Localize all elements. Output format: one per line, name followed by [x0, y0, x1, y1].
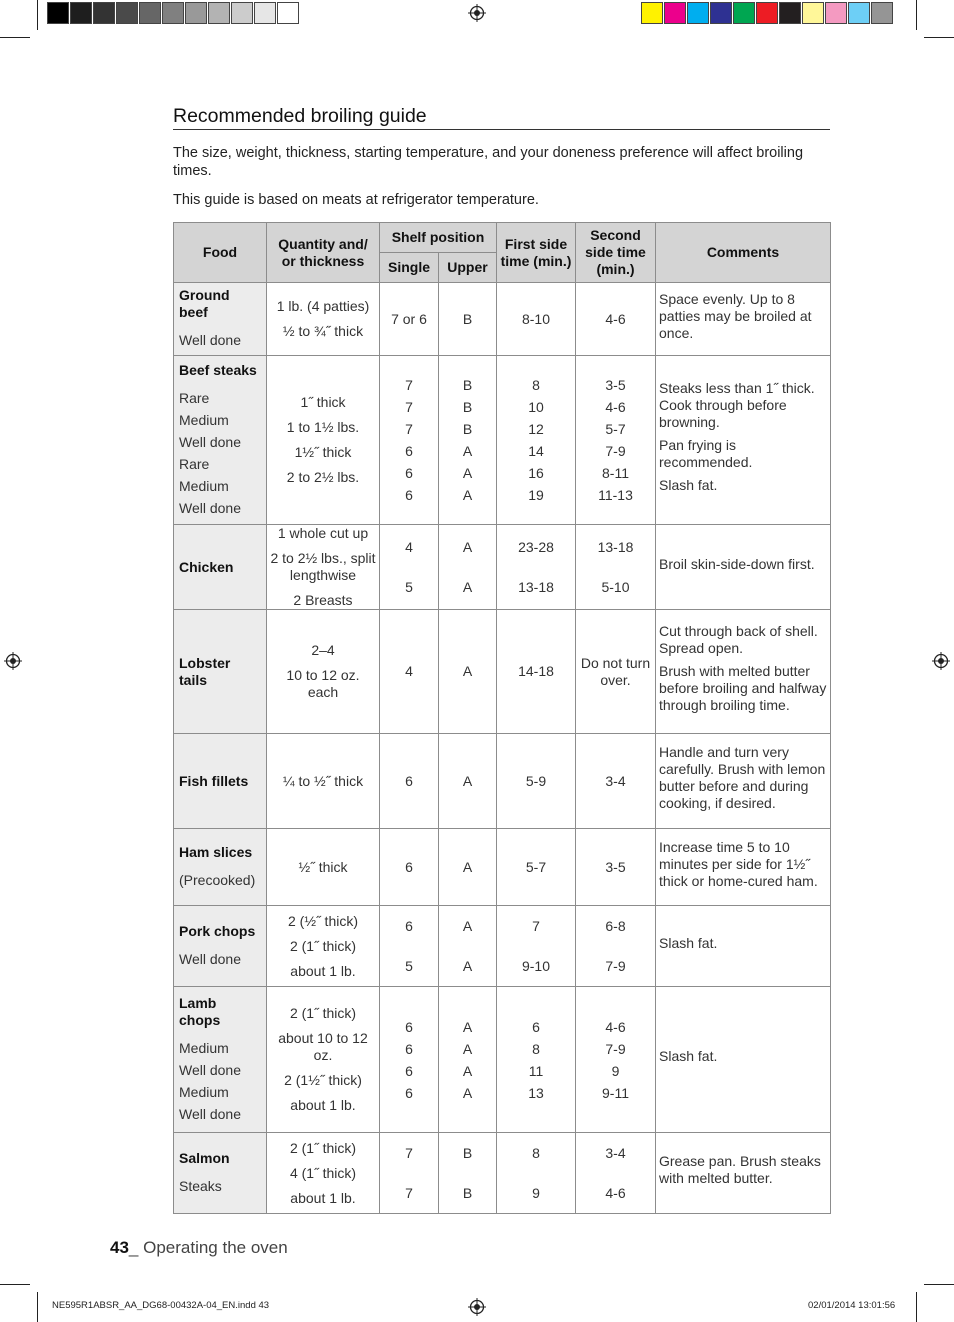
comment-text: Slash fat. [659, 934, 718, 951]
cell-line: B [462, 399, 473, 415]
cell-line: 7 [405, 1145, 413, 1161]
header-shelf-position: Shelf position [380, 223, 497, 253]
comment-text: Slash fat. [659, 477, 718, 493]
second-side-time-cell [576, 987, 656, 1133]
cell-line: 4 [405, 539, 413, 555]
upper-shelf-cell [439, 356, 497, 525]
doneness-label: Rare [179, 455, 210, 472]
cell-line: ½ to ¾˝ thick [282, 323, 364, 339]
crop-mark [924, 1284, 954, 1285]
color-swatches [641, 2, 894, 24]
cell-line: 2 to 2½ lbs. [286, 469, 360, 485]
food-name: Beef steaks [179, 361, 257, 378]
food-name: Lamb chops [179, 994, 221, 1028]
upper-shelf-cell [439, 734, 497, 829]
single-shelf-cell [380, 829, 439, 906]
cell-line: 5-10 [601, 579, 630, 595]
food-cell [174, 987, 267, 1133]
cell-line: 4-6 [605, 310, 626, 327]
food-cell [174, 1133, 267, 1214]
food-name: Lobster tails [179, 654, 231, 688]
cell-line: 2 (1˝ thick) [289, 937, 357, 954]
cell-line: 7 [405, 1185, 413, 1201]
cell-line: 1 lb. (4 patties) [276, 298, 370, 314]
cell-line: 5 [405, 579, 413, 595]
cell-line: 4-6 [605, 1018, 626, 1035]
cell-line: B [462, 1145, 473, 1161]
cell-line: 5-7 [525, 858, 547, 875]
cell-line: 13-18 [597, 539, 634, 555]
doneness-label: Well done [179, 332, 242, 348]
header-first-side-time: First side time (min.) [497, 223, 576, 283]
color-swatch [779, 2, 801, 24]
cell-line: 8 [532, 1145, 540, 1161]
single-shelf-cell [380, 610, 439, 734]
header-upper: Upper [439, 253, 497, 283]
cell-line: A [462, 1062, 473, 1079]
cell-line: about 10 to 12 oz. [278, 1030, 368, 1063]
food-name: Ground beef [179, 287, 230, 320]
cell-line: A [462, 579, 473, 595]
cell-line: ½˝ thick [298, 858, 348, 875]
cell-line: 8 [532, 1040, 540, 1057]
second-side-time-cell [576, 525, 656, 610]
cell-line: 2 (1˝ thick) [289, 1005, 357, 1021]
second-side-time-cell [576, 1133, 656, 1214]
cell-line: 4 [405, 663, 413, 679]
comment-text: Space evenly. Up to 8 patties may be broiled at once. [659, 290, 812, 341]
registration-mark-icon [4, 652, 22, 670]
doneness-label: Medium [179, 411, 229, 428]
doneness-label: Steaks [179, 1177, 222, 1194]
cell-line: 6 [405, 487, 413, 503]
cell-line: 6 [405, 772, 413, 789]
cell-line: A [462, 539, 473, 555]
single-shelf-cell [380, 734, 439, 829]
cell-line: 2 (1½˝ thick) [284, 1072, 362, 1088]
cell-line: B [462, 421, 473, 437]
registration-mark-icon [468, 4, 486, 22]
food-cell [174, 734, 267, 829]
cell-line: 6 [405, 1018, 413, 1035]
comment-text: Increase time 5 to 10 minutes per side for 1½˝ thick or home-cured ham. [659, 838, 818, 889]
cell-line: A [462, 1084, 473, 1101]
cell-line: A [462, 958, 473, 974]
crop-mark [37, 0, 38, 30]
cell-line: 7 [405, 421, 413, 437]
color-swatch [162, 2, 184, 24]
registration-mark-icon [468, 1298, 486, 1316]
intro-paragraph: The size, weight, thickness, starting temperature, and your doneness preference will affect broiling times. [173, 145, 804, 179]
header-second-side-time: Second side time (min.) [576, 223, 656, 283]
cell-line: A [462, 465, 473, 481]
single-shelf-cell [380, 987, 439, 1133]
cell-line: A [462, 1018, 473, 1035]
comment-text: Brush with melted butter before broiling and halfway through broiling time. [659, 663, 827, 713]
second-side-time-cell [576, 734, 656, 829]
cell-line: 11 [528, 1062, 544, 1079]
table-row [174, 610, 831, 734]
food-cell [174, 610, 267, 734]
comment-text: Steaks less than 1˝ thick. Cook through before browning. [659, 380, 815, 430]
cell-line: 6 [405, 918, 413, 934]
cell-line: B [462, 1185, 473, 1201]
color-swatch [231, 2, 253, 24]
comment-text: Broil skin-side-down first. [659, 555, 815, 572]
upper-shelf-cell [439, 1133, 497, 1214]
cell-line: 5-7 [605, 421, 626, 437]
quantity-cell [267, 906, 380, 987]
quantity-cell [267, 987, 380, 1133]
cell-line: 6-8 [605, 918, 626, 934]
color-swatch [871, 2, 893, 24]
color-swatch [208, 2, 230, 24]
first-side-time-cell [497, 829, 576, 906]
cell-line: 7 or 6 [391, 310, 427, 327]
doneness-label: Rare [179, 389, 210, 406]
cell-line: A [462, 858, 473, 875]
comments-cell [656, 829, 831, 906]
food-cell [174, 283, 267, 356]
quantity-cell [267, 610, 380, 734]
comments-cell [656, 987, 831, 1133]
quantity-cell [267, 829, 380, 906]
cell-line: 6 [405, 1062, 413, 1079]
table-row [174, 525, 831, 610]
crop-mark [924, 37, 954, 38]
upper-shelf-cell [439, 829, 497, 906]
cell-line: 4 (1˝ thick) [289, 1164, 357, 1181]
cell-line: 9 [532, 1185, 540, 1201]
registration-mark-icon [932, 652, 950, 670]
cell-line: 6 [532, 1018, 540, 1035]
title-divider [173, 129, 830, 130]
table-row [174, 829, 831, 906]
color-swatch [825, 2, 847, 24]
cell-line: 3-4 [605, 1145, 626, 1161]
intro-paragraph: This guide is based on meats at refrigerator temperature. [173, 192, 539, 208]
quantity-cell [267, 283, 380, 356]
table-row [174, 734, 831, 829]
page-title: Recommended broiling guide [173, 105, 427, 127]
color-swatch [802, 2, 824, 24]
page-number: 43 [110, 1238, 129, 1257]
doneness-label: Well done [179, 499, 242, 516]
table-row [174, 906, 831, 987]
header-single: Single [380, 253, 439, 283]
cell-line: B [462, 377, 473, 393]
color-swatch [710, 2, 732, 24]
cell-line: about 1 lb. [290, 1189, 356, 1206]
doneness-label: Medium [179, 1083, 229, 1100]
cell-line: 1 to 1½ lbs. [286, 419, 360, 435]
file-slug: NE595R1ABSR_AA_DG68-00432A-04_EN.indd 43 [52, 1300, 270, 1311]
cell-line: about 1 lb. [290, 962, 356, 979]
cell-line: 8-10 [521, 310, 551, 327]
comments-cell [656, 1133, 831, 1214]
cell-line: 5-9 [525, 772, 547, 789]
cell-line: 1˝ thick [300, 394, 346, 410]
cell-line: 7-9 [605, 958, 626, 974]
color-swatch [756, 2, 778, 24]
cell-line: 19 [528, 487, 544, 503]
food-name: Ham slices [179, 843, 253, 860]
cell-line: 1 whole cut up [277, 525, 369, 541]
food-name: Fish fillets [179, 772, 249, 789]
cell-line: 11-13 [598, 487, 633, 503]
cell-line: 7 [405, 377, 413, 393]
doneness-label: (Precooked) [179, 871, 256, 888]
color-swatch [687, 2, 709, 24]
cell-line: A [462, 1040, 473, 1057]
first-side-time-cell [497, 283, 576, 356]
comment-text: Grease pan. Brush steaks with melted butter. [659, 1153, 821, 1186]
cell-line: 7 [532, 918, 540, 934]
section-name: _ Operating the oven [128, 1238, 288, 1257]
color-swatch [254, 2, 276, 24]
cell-line: 2 (½˝ thick) [287, 912, 358, 929]
cell-line: 6 [405, 443, 413, 459]
cell-line: 9 [611, 1062, 620, 1079]
color-swatch [47, 2, 69, 24]
crop-mark [916, 0, 917, 30]
cell-line: 23-28 [518, 539, 554, 555]
comment-text: Pan frying is recommended. [659, 437, 753, 470]
food-cell [174, 525, 267, 610]
single-shelf-cell [380, 283, 439, 356]
cell-line: 7-9 [605, 1040, 626, 1057]
color-swatch [277, 2, 299, 24]
cell-line: 4-6 [605, 1185, 626, 1201]
color-swatch [641, 2, 663, 24]
upper-shelf-cell [439, 610, 497, 734]
color-swatch [116, 2, 138, 24]
crop-mark [0, 37, 30, 38]
color-swatch [93, 2, 115, 24]
second-side-time-cell [576, 356, 656, 525]
color-swatch [664, 2, 686, 24]
color-swatch [139, 2, 161, 24]
cell-line: 13-18 [518, 579, 554, 595]
table-row [174, 1133, 831, 1214]
cell-line: 9-10 [521, 958, 551, 974]
quantity-cell [267, 1133, 380, 1214]
comment-text: Handle and turn very carefully. Brush with lemon butter before and during cooking, if desired. [659, 744, 826, 811]
crop-mark [916, 1292, 917, 1322]
cell-line: ¼ to ½˝ thick [282, 772, 364, 789]
quantity-cell [267, 525, 380, 610]
food-cell [174, 829, 267, 906]
doneness-label: Well done [179, 1061, 242, 1078]
cell-line: about 1 lb. [290, 1097, 356, 1113]
quantity-cell [267, 356, 380, 525]
doneness-label: Well done [179, 1105, 242, 1122]
cell-line: B [462, 310, 473, 327]
comments-cell [656, 525, 831, 610]
second-side-time-cell [576, 283, 656, 356]
single-shelf-cell [380, 356, 439, 525]
cell-line: 2 to 2½ lbs., split lengthwise [270, 550, 376, 583]
table-row [174, 987, 831, 1133]
doneness-label: Medium [179, 477, 229, 494]
upper-shelf-cell [439, 283, 497, 356]
cell-line: 1½˝ thick [294, 444, 352, 460]
cell-line: 9-11 [602, 1084, 629, 1101]
cell-line: 3-5 [605, 377, 626, 393]
second-side-time-cell [576, 610, 656, 734]
cell-line: 10 to 12 oz. each [286, 667, 360, 700]
cell-line: A [462, 772, 473, 789]
food-cell [174, 356, 267, 525]
second-side-time-cell [576, 829, 656, 906]
cell-line: 6 [405, 1084, 413, 1101]
header-quantity: Quantity and/ or thickness [267, 223, 380, 283]
cell-line: 6 [405, 858, 413, 875]
upper-shelf-cell [439, 987, 497, 1133]
cell-line: 6 [405, 1040, 413, 1057]
cell-line: 8-11 [602, 465, 629, 481]
cell-line: 8 [532, 377, 540, 393]
upper-shelf-cell [439, 525, 497, 610]
food-name: Chicken [179, 558, 234, 575]
cell-line: 7 [405, 399, 413, 415]
first-side-time-cell [497, 525, 576, 610]
color-swatch [185, 2, 207, 24]
cell-line: 12 [528, 421, 544, 437]
second-side-time-cell [576, 906, 656, 987]
upper-shelf-cell [439, 906, 497, 987]
cell-line: 3-4 [605, 772, 626, 789]
cell-line: 7-9 [605, 443, 626, 459]
broiling-guide-table [173, 222, 831, 1214]
cell-line: 14 [528, 443, 544, 459]
first-side-time-cell [497, 1133, 576, 1214]
cell-line: 13 [528, 1084, 544, 1101]
comment-text: Slash fat. [659, 1048, 718, 1064]
comments-cell [656, 356, 831, 525]
comments-cell [656, 906, 831, 987]
crop-mark [37, 1292, 38, 1322]
table-row [174, 356, 831, 525]
doneness-label: Well done [179, 950, 242, 967]
cell-line: 5 [405, 958, 413, 974]
cell-line: 10 [528, 399, 544, 415]
first-side-time-cell [497, 610, 576, 734]
first-side-time-cell [497, 906, 576, 987]
first-side-time-cell [497, 734, 576, 829]
single-shelf-cell [380, 525, 439, 610]
grayscale-swatches [47, 2, 300, 24]
comments-cell [656, 283, 831, 356]
comments-cell [656, 734, 831, 829]
cell-line: A [462, 487, 473, 503]
cell-line: A [462, 663, 473, 679]
header-food: Food [174, 223, 267, 283]
doneness-label: Well done [179, 433, 242, 450]
cell-line: Do not turn over. [580, 654, 651, 688]
food-cell [174, 906, 267, 987]
color-swatch [848, 2, 870, 24]
cell-line: A [462, 443, 473, 459]
single-shelf-cell [380, 906, 439, 987]
page-footer [110, 1238, 288, 1258]
cell-line: 4-6 [605, 399, 626, 415]
cell-line: 3-5 [605, 858, 626, 875]
first-side-time-cell [497, 356, 576, 525]
header-comments: Comments [656, 223, 831, 283]
cell-line: 2 (1˝ thick) [289, 1139, 357, 1156]
quantity-cell [267, 734, 380, 829]
comments-cell [656, 610, 831, 734]
cell-line: 2–4 [311, 642, 335, 658]
single-shelf-cell [380, 1133, 439, 1214]
cell-line: 16 [528, 465, 544, 481]
food-name: Salmon [179, 1149, 230, 1166]
food-name: Pork chops [179, 922, 256, 939]
doneness-label: Medium [179, 1039, 229, 1056]
cell-line: 14-18 [518, 663, 554, 679]
cell-line: A [462, 918, 473, 934]
crop-mark [0, 1284, 30, 1285]
first-side-time-cell [497, 987, 576, 1133]
color-swatch [70, 2, 92, 24]
comment-text: Cut through back of shell. Spread open. [659, 623, 818, 656]
cell-line: 2 Breasts [293, 592, 353, 608]
color-swatch [733, 2, 755, 24]
cell-line: 6 [405, 465, 413, 481]
table-row [174, 283, 831, 356]
date-slug: 02/01/2014 13:01:56 [808, 1300, 896, 1311]
